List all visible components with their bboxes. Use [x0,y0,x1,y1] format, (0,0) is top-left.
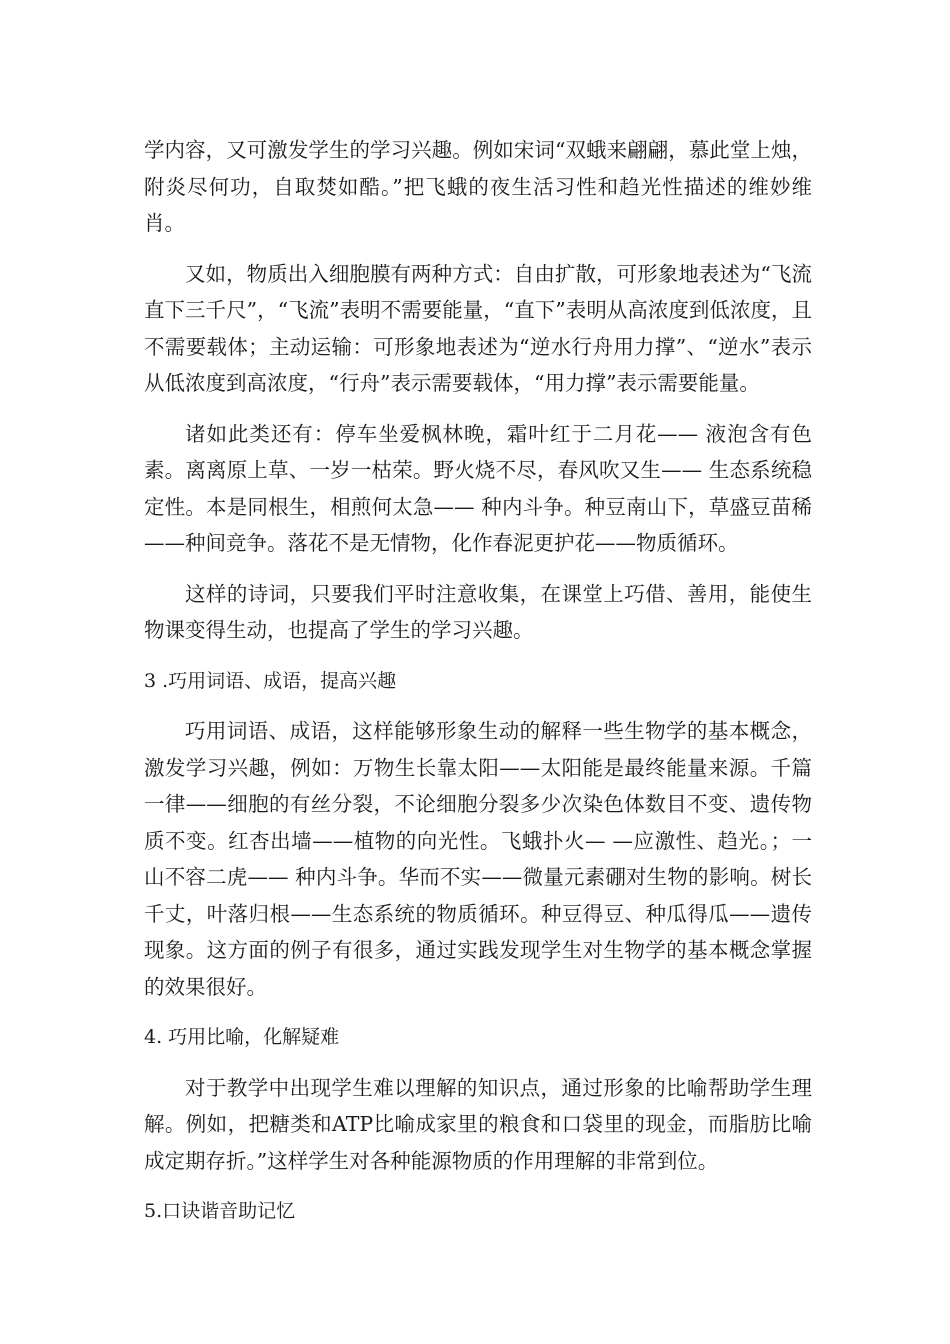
paragraph-membrane-transport: 又如，物质出入细胞膜有两种方式：自由扩散，可形象地表述为“飞流直下三千尺”，“飞流”表明不需要能量，“直下”表明从高浓度到低浓度，且不需要载体；主动运输：可形象地表述为“逆水行舟用力撑”、“逆水”表示从低浓度到高浓度，“行舟”表示需要载体，“用力撑”表示需要能量。 [144,261,812,395]
section-heading-3: 3 .巧用词语、成语，提高兴趣 [144,669,397,692]
paragraph-more-examples: 诸如此类还有：停车坐爱枫林晚，霜叶红于二月花—— 液泡含有色素。离离原上草、一岁一枯荣。野火烧不尽，春风吹又生—— 生态系统稳定性。本是同根生，相煎何太急—— 种内斗争。种豆南山下，草盛豆苗稀——种间竞争。落花不是无情物，化作春泥更护花——物质循环。 [144,421,812,555]
section-heading-5: 5.口诀谐音助记忆 [144,1200,296,1222]
paragraph-poem-intro: 学内容，又可激发学生的学习兴趣。例如宋词“双蛾来翩翩，慕此堂上烛，附炎尽何功，自取焚如酷。”把飞蛾的夜生活习性和趋光性描述的维妙维肖。 [144,138,812,235]
section-heading-4: 4. 巧用比喻，化解疑难 [144,1026,340,1048]
paragraph-poem-summary: 这样的诗词，只要我们平时注意收集，在课堂上巧借、善用，能使生物课变得生动，也提高了学生的学习兴趣。 [144,581,812,642]
paragraph-metaphors: 对于教学中出现学生难以理解的知识点，通过形象的比喻帮助学生理解。例如，把糖类和ATP比喻成家里的粮食和口袋里的现金，而脂肪比喻成定期存折。”这样学生对各种能源物质的作用理解的非常到位。 [144,1075,812,1173]
paragraph-idioms: 巧用词语、成语，这样能够形象生动的解释一些生物学的基本概念，激发学习兴趣，例如：万物生长靠太阳——太阳能是最终能量来源。千篇一律——细胞的有丝分裂，不论细胞分裂多少次染色体数目不变、遗传物质不变。红杏出墙——植物的向光性。飞蛾扑火— —应激性、趋光。；一山不容二虎—— 种内斗争。华而不实——微量元素硼对生物的影响。树长千丈，叶落归根——生态系统的物质循环。种豆得豆、种瓜得瓜——遗传现象。这方面的例子有很多，通过实践发现学生对生物学的基本概念掌握的效果很好。 [144,719,812,999]
